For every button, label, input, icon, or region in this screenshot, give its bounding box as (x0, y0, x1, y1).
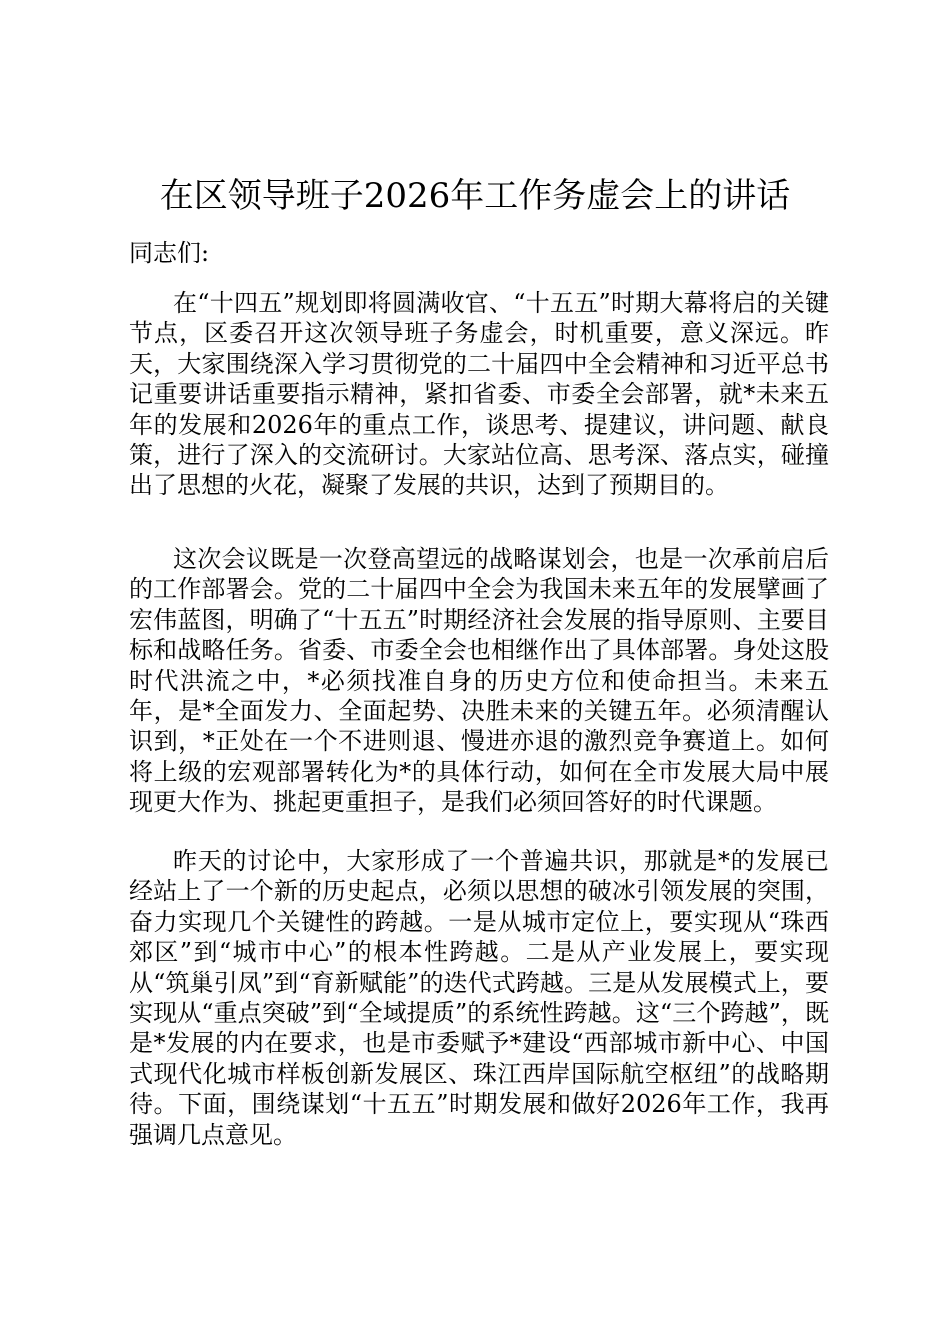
paragraph-2: 这次会议既是一次登高望远的战略谋划会，也是一次承前启后的工作部署会。党的二十届四中全会为我国未来五年的发展擘画了宏伟蓝图，明确了“十五五”时期经济社会发展的指导原则、主要目标和战略任务。省委、市委全会也相继作出了具体部署。身处这股时代洪流之中，*必须找准自身的历史方位和使命担当。未来五年，是*全面发力、全面起势、决胜未来的关键五年。必须清醒认识到，*正处在一个不进则退、慢进亦退的激烈竞争赛道上。如何将上级的宏观部署转化为*的具体行动，如何在全市发展大局中展现更大作为、挑起更重担子，是我们必须回答好的时代课题。 (129, 545, 829, 817)
paragraph-3: 昨天的讨论中，大家形成了一个普遍共识，那就是*的发展已经站上了一个新的历史起点，必须以思想的破冰引领发展的突围，奋力实现几个关键性的跨越。一是从城市定位上，要实现从“珠西郊区”到“城市中心”的根本性跨越。二是从产业发展上，要实现从“筑巢引凤”到“育新赋能”的迭代式跨越。三是从发展模式上，要实现从“重点突破”到“全域提质”的系统性跨越。这“三个跨越”，既是*发展的内在要求，也是市委赋予*建设“西部城市新中心、中国式现代化城市样板创新发展区、珠江西岸国际航空枢纽”的战略期待。下面，围绕谋划“十五五”时期发展和做好2026年工作，我再强调几点意见。 (129, 847, 829, 1149)
document-title: 在区领导班子2026年工作务虚会上的讲话 (159, 176, 791, 216)
paragraph-1: 在“十四五”规划即将圆满收官、“十五五”时期大幕将启的关键节点，区委召开这次领导班子务虚会，时机重要，意义深远。昨天，大家围绕深入学习贯彻党的二十届四中全会精神和习近平总书记重要讲话重要指示精神，紧扣省委、市委全会部署，就*未来五年的发展和2026年的重点工作，谈思考、提建议，讲问题、献良策，进行了深入的交流研讨。大家站位高、思考深、落点实，碰撞出了思想的火花，凝聚了发展的共识，达到了预期目的。 (129, 289, 829, 500)
salutation: 同志们: (129, 239, 210, 267)
